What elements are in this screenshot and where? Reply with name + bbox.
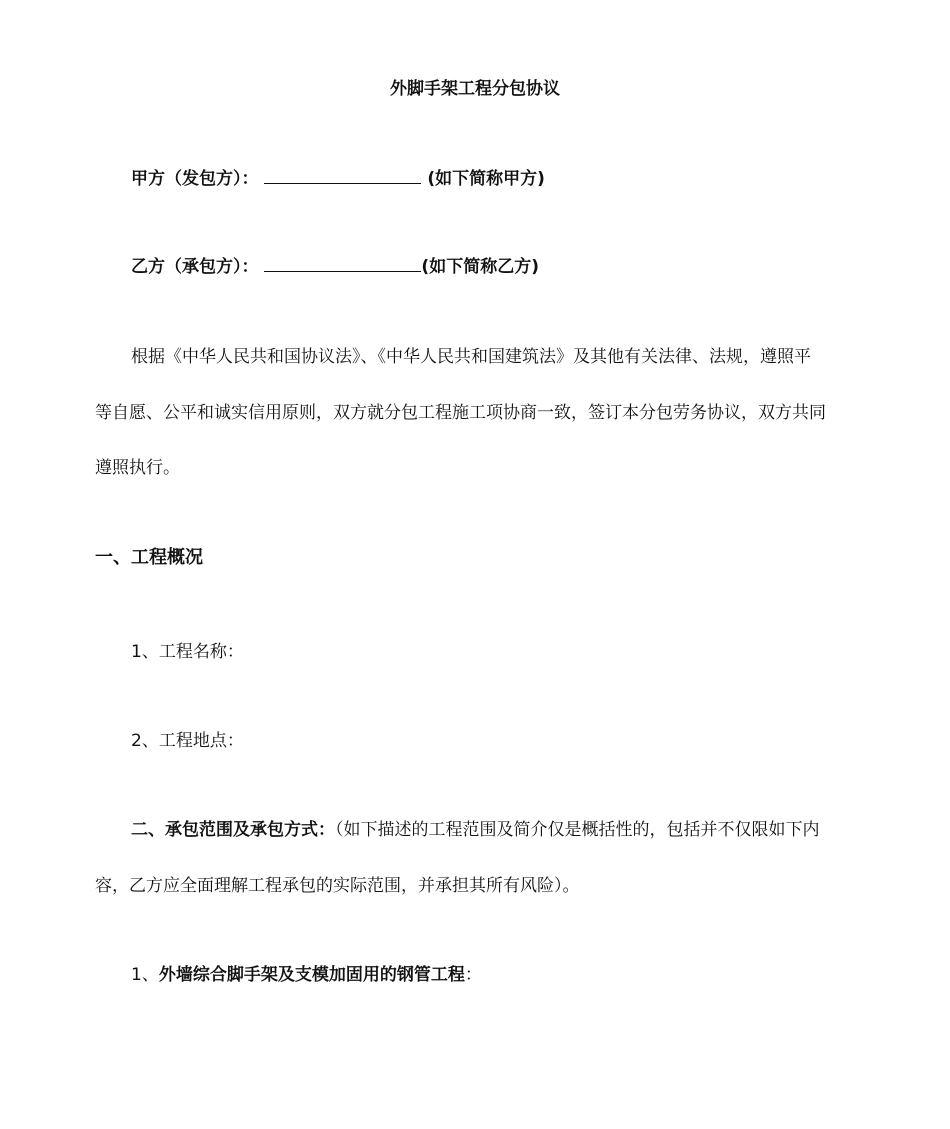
section-2-item-1-number: 1、: [131, 965, 159, 985]
party-b-blank: [264, 255, 421, 272]
section-2-text-1: （如下描述的工程范围及简介仅是概括性的，包括并不仅限如下内: [335, 820, 820, 840]
party-a-label: 甲方（发包方）：: [131, 169, 259, 189]
party-b-label: 乙方（承包方）：: [131, 257, 259, 277]
intro-line-2: 等自愿、公平和诚实信用原则，双方就分包工程施工项协商一致，签订本分包劳务协议，双方共同: [95, 403, 826, 423]
section-2-heading: 二、承包范围及承包方式：: [131, 820, 335, 840]
party-b-line: [131, 255, 539, 279]
intro-line-1: 根据《中华人民共和国协议法》、《中华人民共和国建筑法》及其他有关法律、法规，遵照平: [131, 347, 811, 367]
party-b-suffix: (如下简称乙方): [421, 257, 539, 277]
section-1-item-1: 1、工程名称：: [131, 642, 244, 662]
section-2-item-1-colon: ：: [464, 965, 482, 985]
document-title: 外脚手架工程分包协议: [390, 79, 560, 99]
intro-line-3: 遵照执行。: [95, 458, 180, 478]
section-2-item-1: [131, 963, 482, 987]
party-a-blank: [264, 167, 421, 184]
party-a-line: [131, 167, 545, 191]
section-2-item-1-title: 外墙综合脚手架及支模加固用的钢管工程: [158, 965, 465, 985]
section-2-text-2: 容，乙方应全面理解工程承包的实际范围，并承担其所有风险）。: [95, 876, 580, 896]
party-a-suffix: (如下简称甲方): [427, 169, 545, 189]
section-1-heading: 一、工程概况: [95, 547, 203, 568]
section-2-line-1: [131, 818, 820, 842]
section-1-item-2: 2、工程地点：: [131, 731, 244, 751]
